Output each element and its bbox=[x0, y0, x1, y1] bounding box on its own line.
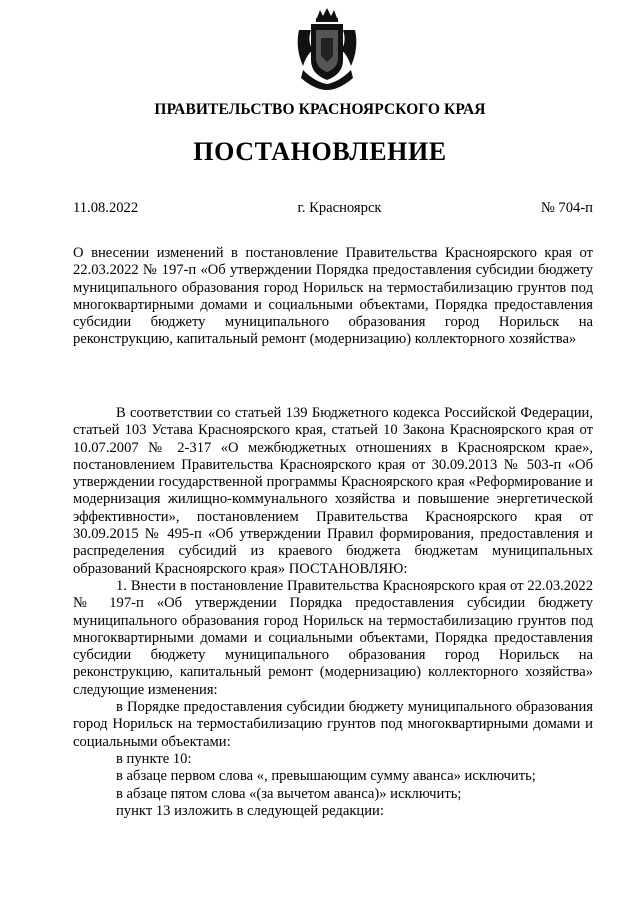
item-1-paragraph: 1. Внести в постановление Правительства Красноярского края от 22.03.2022 № 197-п «Об утверждении Порядка предоставления субсидии бюджету муниципального образования город Норильск на термостабилизацию грунтов под многоквартирными домами и социальными объектами, Порядка предоставления субсидии бюджету муниципального образования город Норильск на реконструкцию, капитальный ремонт (модернизацию) коллекторного хозяйства» следующие изменения: bbox=[73, 577, 593, 698]
item-1a-paragraph: в Порядке предоставления субсидии бюджету муниципального образования город Норильск на термостабилизацию грунтов под многоквартирными домами и социальными объектами: bbox=[73, 699, 593, 750]
amendment-line: пункт 13 изложить в следующей редакции: bbox=[116, 802, 384, 819]
coat-of-arms-icon bbox=[293, 8, 361, 90]
document-number: № 704-п bbox=[540, 200, 593, 216]
document-subject: О внесении изменений в постановление Правительства Красноярского края от 22.03.2022 № 197-п «Об утверждении Порядка предоставления субсидии бюджету муниципального образования город Норильск на термостабилизацию грунтов под многоквартирными домами и социальными объектами, Порядка предоставления субсидии бюджету муниципального образования город Норильск на реконструкцию, капитальный ремонт (модернизацию) коллекторного хозяйства» bbox=[73, 245, 593, 348]
amendment-line: в абзаце пятом слова «(за вычетом аванса)» исключить; bbox=[116, 785, 462, 802]
document-body bbox=[73, 405, 593, 820]
document-meta bbox=[73, 200, 593, 217]
document-date: 11.08.2022 bbox=[73, 200, 139, 216]
amendment-line: в абзаце первом слова «, превышающим сумму аванса» исключить; bbox=[116, 768, 536, 785]
amendment-line: в пункте 10: bbox=[116, 750, 192, 767]
organization-title: ПРАВИТЕЛЬСТВО КРАСНОЯРСКОГО КРАЯ bbox=[154, 101, 486, 118]
document-city: г. Красноярск bbox=[297, 200, 382, 216]
preamble-paragraph: В соответствии со статьей 139 Бюджетного кодекса Российской Федерации, статьей 103 Устава Красноярского края, статьей 10 Закона Красноярского края от 10.07.2007 № 2-317 «О межбюджетных отношениях в Красноярском крае», постановлением Правительства Красноярского края от 30.09.2013 № 503-п «Об утверждении государственной программы Красноярского края «Реформирование и модернизация жилищно-коммунального хозяйства и повышение энергетической эффективности», постановлением Правительства Красноярского края от 30.09.2015 № 495-п «Об утверждении Правил формирования, предоставления и распределения субсидий из краевого бюджета бюджетам муниципальных образований Красноярского края» ПОСТАНОВЛЯЮ: bbox=[73, 405, 593, 577]
document-type: ПОСТАНОВЛЕНИЕ bbox=[193, 137, 447, 166]
